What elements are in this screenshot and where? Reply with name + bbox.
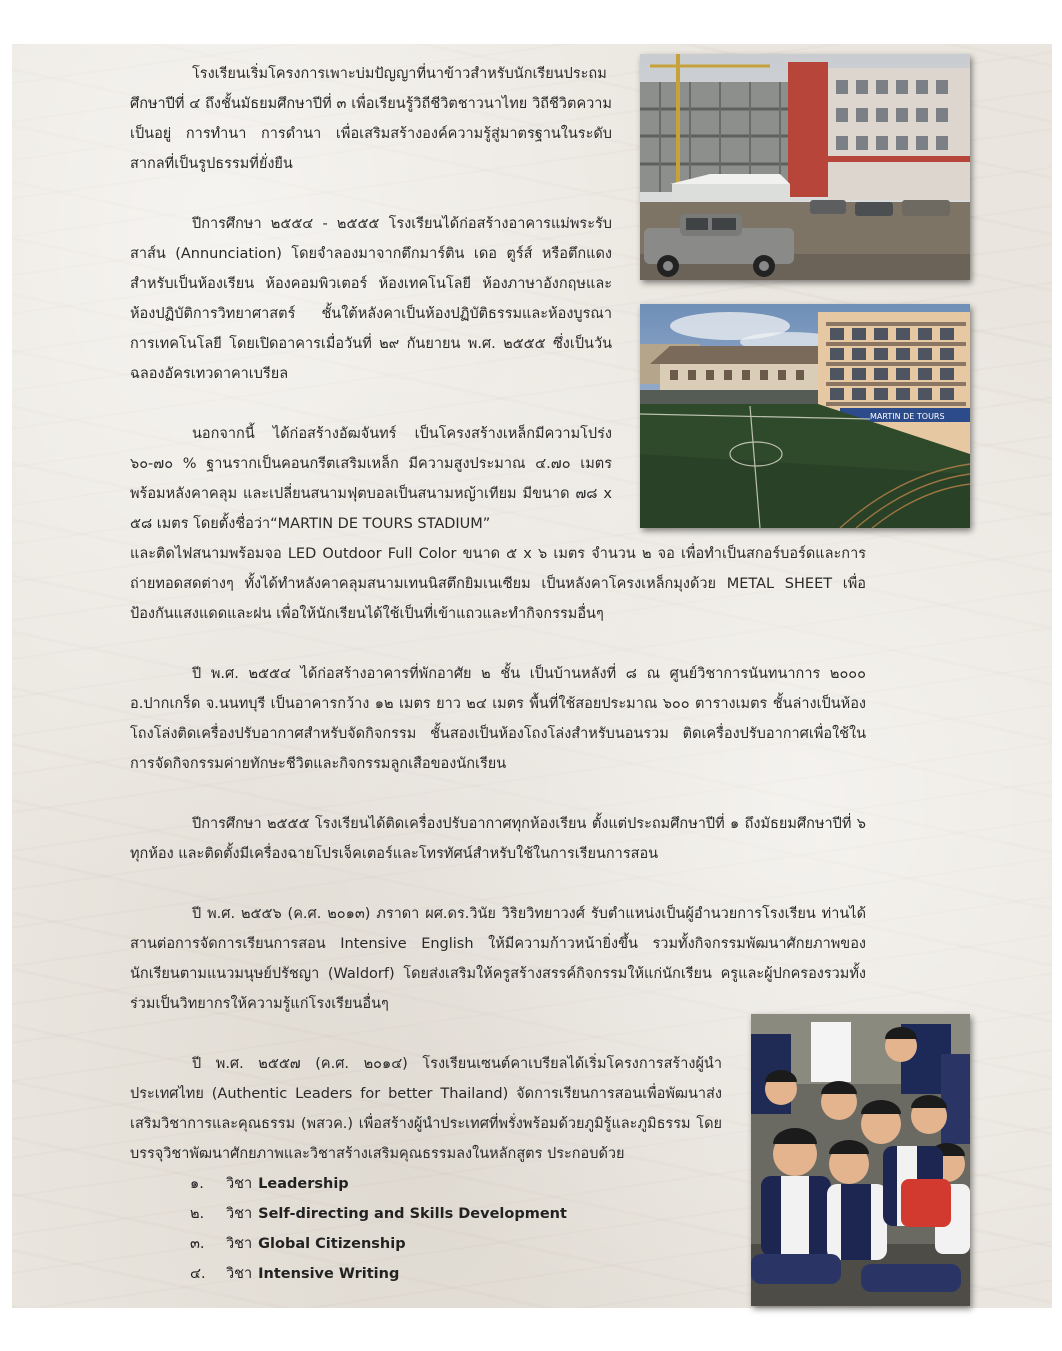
course-item	[190, 1199, 567, 1229]
course-list	[190, 1169, 567, 1289]
course-name: Leadership	[258, 1176, 349, 1192]
paragraph-air-conditioning: ปีการศึกษา ๒๕๕๕ โรงเรียนได้ติดเครื่องปรับอากาศทุกห้องเรียน ตั้งแต่ประถมศึกษาปีที่ ๑ ถึงมัธยมศึกษาปีที่ ๖ ทุกห้อง และติดตั้งมีเครื่องฉายโปรเจ็คเตอร์และโทรทัศน์สำหรับใช้ในการเรียนการสอน	[130, 816, 866, 862]
paragraph-stadium: นอกจากนี้ ได้ก่อสร้างอัฒจันทร์ เป็นโครงสร้างเหล็กมีความโปร่ง ๖๐-๗๐ % ฐานรากเป็นคอนกรีตเสริมเหล็ก มีความสูงประมาณ ๔.๗๐ เมตร พร้อมหลังคาคลุม และเปลี่ยนสนามฟุตบอลเป็นสนามหญ้าเทียม มีขนาด ๗๘ x ๕๘ เมตร โดยตั้งชื่อว่า“MARTIN DE TOURS STADIUM”	[130, 426, 612, 532]
course-name: Intensive Writing	[258, 1266, 400, 1282]
course-name: Global Citizenship	[258, 1236, 406, 1252]
construction-site-photo	[640, 54, 970, 280]
stadium-photo	[640, 304, 970, 528]
course-item	[190, 1169, 567, 1199]
paragraph-residence-building: ปี พ.ศ. ๒๕๕๔ ได้ก่อสร้างอาคารที่พักอาศัย ๒ ชั้น เป็นบ้านหลังที่ ๘ ณ ศูนย์วิชาการนันทนาการ ๒๐๐๐ อ.ปากเกร็ด จ.นนทบุรี เป็นอาคารกว้าง ๑๒ เมตร ยาว ๒๔ เมตร พื้นที่ใช้สอยประมาณ ๖๐๐ ตารางเมตร ชั้นล่างเป็นห้องโถงโล่งติดเครื่องปรับอากาศสำหรับจัดกิจกรรม ชั้นสองเป็นห้องโถงโล่งสำหรับนอนรวม ติดเครื่องปรับอากาศเพื่อใช้ในการจัดกิจกรรมค่ายทักษะชีวิตและกิจกรรมลูกเสือของนักเรียน	[130, 666, 866, 772]
course-number: ๑.	[190, 1176, 204, 1192]
paragraph-annunciation-building: ปีการศึกษา ๒๕๕๔ - ๒๕๕๕ โรงเรียนได้ก่อสร้างอาคารแม่พระรับสาส์น (Annunciation) โดยจำลองมาจากตึกมาร์ติน เดอ ตูร์ส์ หรือตึกแดง สำหรับเป็นห้องเรียน ห้องคอมพิวเตอร์ ห้องเทคโนโลยี ห้องภาษาอังกฤษและห้องปฏิบัติการวิทยาศาสตร์ ชั้นใต้หลังคาเป็นห้องปฏิบัติธรรมและห้องบูรณาการเทคโนโลยี โดยเปิดอาคารเมื่อวันที่ ๒๙ กันยายน พ.ศ. ๒๕๕๕ ซึ่งเป็นวันฉลองอัครเทวดาคาเบรียล	[130, 216, 612, 382]
course-name: Self-directing and Skills Development	[258, 1206, 567, 1222]
course-number: ๓.	[190, 1236, 205, 1252]
paragraph-rice-field-project: โรงเรียนเริ่มโครงการเพาะบ่มปัญญาที่นาข้าวสำหรับนักเรียนประถมศึกษาปีที่ ๔ ถึงชั้นมัธยมศึกษาปีที่ ๓ เพื่อเรียนรู้วิถีชีวิตชาวนาไทย วิถีชีวิตความเป็นอยู่ การทำนา การดำนา เพื่อเสริมสร้างองค์ความรู้สู่มาตรฐานในระดับสากลที่เป็นรูปธรรมที่ยั่งยืน	[130, 66, 612, 172]
students-photo	[751, 1014, 970, 1306]
course-prefix: วิชา	[226, 1206, 253, 1222]
paragraph-director: ปี พ.ศ. ๒๕๕๖ (ค.ศ. ๒๐๑๓) ภราดา ผศ.ดร.วินัย วิริยวิทยาวงศ์ รับตำแหน่งเป็นผู้อำนวยการโรงเรียน ท่านได้สานต่อการจัดการเรียนการสอน Intensive English ให้มีความก้าวหน้ายิ่งขึ้น รวมทั้งกิจกรรมพัฒนาศักยภาพของนักเรียนตามแนวมนุษย์ปรัชญา (Waldorf) โดยส่งเสริมให้ครูสร้างสรรค์กิจกรรมให้แก่นักเรียน ครูและผู้ปกครองรวมทั้งร่วมเป็นวิทยากรให้ความรู้แก่โรงเรียนอื่นๆ	[130, 906, 866, 1012]
course-number: ๒.	[190, 1206, 205, 1222]
course-item	[190, 1259, 567, 1289]
course-prefix: วิชา	[226, 1266, 253, 1282]
course-number: ๔.	[190, 1266, 206, 1282]
paragraph-stadium-continued: และติดไฟสนามพร้อมจอ LED Outdoor Full Color ขนาด ๕ x ๖ เมตร จำนวน ๒ จอ เพื่อทำเป็นสกอร์บอร์ดและการถ่ายทอดสดต่างๆ ทั้งได้ทำหลังคาคลุมสนามเทนนิสตึกยิมเนเซียม เป็นหลังคาโครงเหล็กมุงด้วย METAL SHEET เพื่อป้องกันแสงแดดและฝน เพื่อให้นักเรียนได้ใช้เป็นที่เข้าแถวและทำกิจกรรมอื่นๆ	[130, 546, 866, 622]
stadium-banner-text: MARTIN DE TOURS	[870, 412, 945, 421]
course-prefix: วิชา	[226, 1236, 253, 1252]
paragraph-authentic-leaders: ปี พ.ศ. ๒๕๕๗ (ค.ศ. ๒๐๑๔) โรงเรียนเซนต์คาเบรียลได้เริ่มโครงการสร้างผู้นำประเทศไทย (Authentic Leaders for better Thailand) จัดการเรียนการสอนเพื่อพัฒนาส่งเสริมวิชาการและคุณธรรม (พสวค.) เพื่อสร้างผู้นำประเทศที่พรั่งพร้อมด้วยภูมิรู้และภูมิธรรม โดยบรรจุวิชาพัฒนาศักยภาพและวิชาสร้างเสริมคุณธรรมลงในหลักสูตร ประกอบด้วย	[130, 1056, 722, 1162]
course-item	[190, 1229, 567, 1259]
course-prefix: วิชา	[226, 1176, 253, 1192]
